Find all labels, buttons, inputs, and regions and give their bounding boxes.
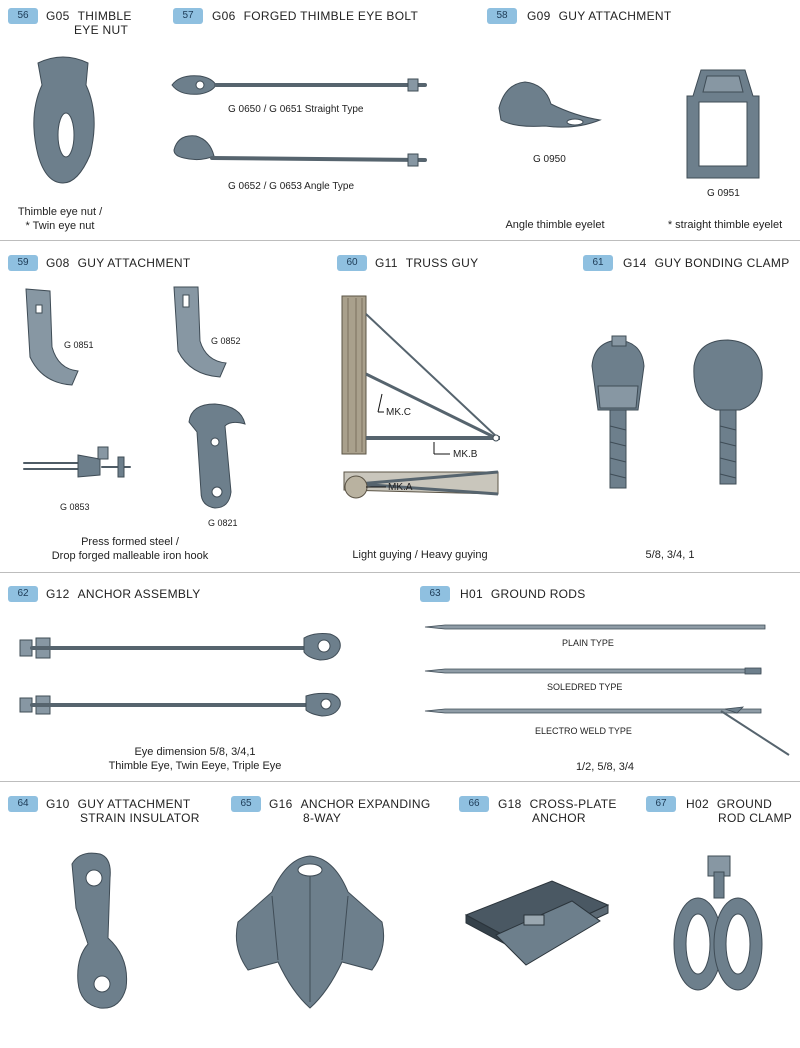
item-title-line2: 8-WAY [303,811,342,825]
item-title: ANCHOR EXPANDING [300,797,431,811]
item-header [498,797,617,825]
item-caption: * straight thimble eyelet [667,219,783,231]
eye-bolt-angle-image [170,132,435,172]
item-caption: 5/8, 3/4, 1 [645,549,695,561]
item-caption: Angle thimble eyelet [505,219,605,231]
item-header [623,256,790,270]
item-title-line2: STRAIN INSULATOR [80,811,200,825]
section-divider [0,572,800,573]
part-label: G 0652 / G 0653 Angle Type [228,181,355,192]
part-label: PLAIN TYPE [562,638,614,648]
ground-rod-clamp-image [668,852,768,997]
part-label: G 0821 [208,518,238,528]
item-number-badge: 56 [8,8,38,24]
item-header [46,587,201,601]
item-header [686,797,792,825]
item-title: GROUND [716,797,773,811]
item-number-badge: 64 [8,796,38,812]
item-number-badge: 59 [8,255,38,271]
item-header [269,797,431,825]
item-code: G18 [498,797,522,811]
item-title: THIMBLE [77,9,132,23]
part-label: G 0951 [707,188,740,199]
part-label: SOLEDRED TYPE [547,682,623,692]
item-header [46,9,132,37]
item-code: H02 [686,797,709,811]
item-number-badge: 67 [646,796,676,812]
straight-thimble-eyelet-image [683,66,763,181]
item-number-badge: 62 [8,586,38,602]
caption-line: Press formed steel / [81,536,179,548]
item-number-badge: 65 [231,796,261,812]
item-header [46,797,200,825]
item-title: GROUND RODS [490,587,586,601]
item-title: GUY ATTACHMENT [77,797,191,811]
caption-line: Thimble Eye, Twin Eeye, Triple Eye [108,760,282,772]
item-code: G05 [46,9,70,23]
item-title-line2: EYE NUT [74,23,129,37]
ground-rod-plain-image [425,622,770,632]
item-title: GUY BONDING CLAMP [654,256,790,270]
item-number-badge: 61 [583,255,613,271]
item-caption [60,745,330,773]
item-title: TRUSS GUY [405,256,479,270]
item-caption [0,205,120,233]
anchor-rod-image [18,690,343,722]
guy-bonding-clamp-image [588,336,648,491]
item-header [375,256,478,270]
section-divider [0,781,800,782]
expanding-anchor-image [232,852,387,1012]
part-label: G 0853 [60,502,90,512]
item-number-badge: 66 [459,796,489,812]
part-label: G 0852 [211,336,241,346]
ground-rod-soledred-image [425,666,770,676]
item-number-badge: 57 [173,8,203,24]
item-header [460,587,586,601]
truss-guy-diagram [338,294,508,514]
part-label: MK.B [453,449,478,460]
item-code: G10 [46,797,70,811]
caption-line: Eye dimension 5/8, 3/4,1 [134,746,256,758]
caption-line: Drop forged malleable iron hook [51,550,209,562]
item-code: G09 [527,9,551,23]
press-formed-bracket-image [22,285,82,390]
item-number-badge: 60 [337,255,367,271]
angle-thimble-eyelet-image [495,78,605,133]
caption-line: * Twin eye nut [25,220,95,232]
item-code: G06 [212,9,236,23]
item-title: CROSS-PLATE [529,797,617,811]
part-label: MK.A [388,482,413,493]
strain-insulator-attachment-image [60,848,140,1013]
item-title-line2: ANCHOR [532,811,586,825]
item-caption [0,535,260,563]
cross-plate-anchor-image [462,875,612,975]
malleable-iron-hook-image [185,402,250,512]
item-number-badge: 63 [420,586,450,602]
part-label: ELECTRO WELD TYPE [535,726,632,736]
item-code: G14 [623,256,647,270]
thimble-eye-nut-image [28,55,98,185]
eye-bolt-straight-image [170,70,435,100]
item-code: G16 [269,797,293,811]
guy-bonding-clamp-image [688,336,768,486]
part-label: G 0650 / G 0651 Straight Type [228,104,364,115]
item-code: G11 [375,256,398,270]
item-code: G12 [46,587,70,601]
item-title: GUY ATTACHMENT [558,9,672,23]
part-label: G 0950 [533,154,566,165]
item-header [46,256,190,270]
item-title: FORGED THIMBLE EYE BOLT [243,9,419,23]
anchor-rod-image [18,630,343,666]
item-code: G08 [46,256,70,270]
item-code: H01 [460,587,483,601]
part-label: MK.C [386,407,411,418]
part-label: G 0851 [64,340,94,350]
item-title: GUY ATTACHMENT [77,256,191,270]
caption-line: Thimble eye nut / [17,206,103,218]
item-number-badge: 58 [487,8,517,24]
section-divider [0,240,800,241]
press-formed-bracket-image [170,283,230,383]
item-title: ANCHOR ASSEMBLY [77,587,201,601]
item-caption: Light guying / Heavy guying [352,549,488,561]
guy-link-image [22,445,137,485]
item-caption: 1/2, 5/8, 3/4 [575,761,635,773]
item-header [527,9,671,23]
item-header [212,9,418,23]
item-title-line2: ROD CLAMP [718,811,793,825]
